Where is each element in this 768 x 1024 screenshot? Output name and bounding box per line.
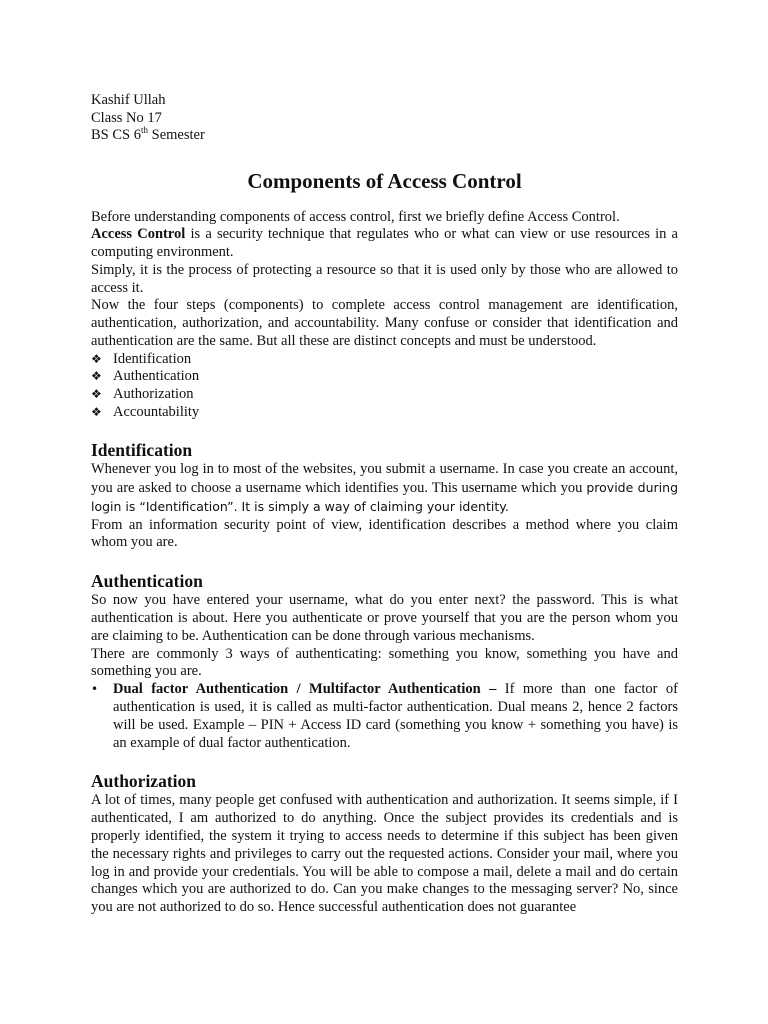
multifactor-term: Dual factor Authentication / Multifactor Authentication – xyxy=(113,681,497,698)
identification-paragraph-2: From an information security point of view, identification describes a method where you claim whom you are. xyxy=(91,516,678,551)
intro-paragraph-3: Simply, it is the process of protecting a resource so that it is used only by those who are allowed to access it. xyxy=(91,261,678,296)
diamond-bullet-icon: ❖ xyxy=(91,351,102,366)
diamond-bullet-icon: ❖ xyxy=(91,387,102,402)
list-item: • Dual factor Authentication / Multifactor Authentication – If more than one factor of authentication is used, it is called as multi-factor authentication. Dual means 2, hence 2 factors will be used. Example – PIN + Access ID card (something you know + something you have) is an example of dual factor authentication. xyxy=(91,681,678,751)
authentication-section xyxy=(91,571,678,752)
list-item: ❖ Authentication xyxy=(91,368,200,385)
authorization-paragraph-1: A lot of times, many people get confused with authentication and authorization. It seems simple, if I authenticated, I am authorized to do anything. Once the subject provides its credentials and is properly identified, the system it trying to access needs to determine if this subject has been given the necessary rights and privileges to carry out the requested actions. Consider your mail, where you log in and provide your credentials. You will be able to compose a mail, delete a mail and do certain changes which you are authorized to do. Can you make changes to the messaging server? No, since you are not authorized to do so. Hence successful authentication does not guarantee xyxy=(91,792,678,916)
author-semester: BS CS 6th Semester xyxy=(91,125,205,143)
dot-bullet-icon: • xyxy=(91,682,99,697)
identification-section xyxy=(91,440,678,552)
authorization-section xyxy=(91,771,678,917)
authentication-paragraph-1: So now you have entered your username, what do you enter next? the password. This is what authentication is about. Here you authenticate or prove yourself that you are the person whom you are claiming to be. Authentication can be done through various mechanisms. xyxy=(91,592,678,644)
intro-section xyxy=(91,209,678,422)
intro-paragraph-2: Access Control is a security technique that regulates who or what can view or use resources in a computing environment. xyxy=(91,226,678,261)
access-control-term: Access Control xyxy=(91,226,186,243)
identification-heading: Identification xyxy=(91,440,193,461)
document-title: Components of Access Control xyxy=(247,168,522,193)
intro-paragraph-4: Now the four steps (components) to complete access control management are identification, authentication, authorization, and accountability. Many confuse or consider that identification and authentication are the same. But all these are distinct concepts and must be understood. xyxy=(91,297,678,350)
identification-paragraph-1: Whenever you log in to most of the websites, you submit a username. In case you create an account, you are asked to choose a username which identifies you. This username which you provide during login is “Identification”. It is simply a way of claiming your identity. xyxy=(91,461,678,514)
intro-paragraph-1: Before understanding components of access control, first we briefly define Access Control. xyxy=(91,208,620,225)
list-item: ❖ Authorization xyxy=(91,386,194,403)
diamond-bullet-icon: ❖ xyxy=(91,404,102,419)
author-class: Class No 17 xyxy=(91,109,162,126)
authentication-heading: Authentication xyxy=(91,571,203,592)
components-list xyxy=(91,351,678,421)
list-item: ❖ Identification xyxy=(91,350,192,367)
author-name: Kashif Ullah xyxy=(91,92,166,108)
author-block xyxy=(91,92,678,145)
list-item: ❖ Accountability xyxy=(91,403,200,420)
authorization-heading: Authorization xyxy=(91,771,196,792)
authentication-bullet-list xyxy=(91,681,678,752)
authentication-paragraph-2: There are commonly 3 ways of authenticating: something you know, something you have and something you are. xyxy=(91,645,678,680)
diamond-bullet-icon: ❖ xyxy=(91,369,102,384)
